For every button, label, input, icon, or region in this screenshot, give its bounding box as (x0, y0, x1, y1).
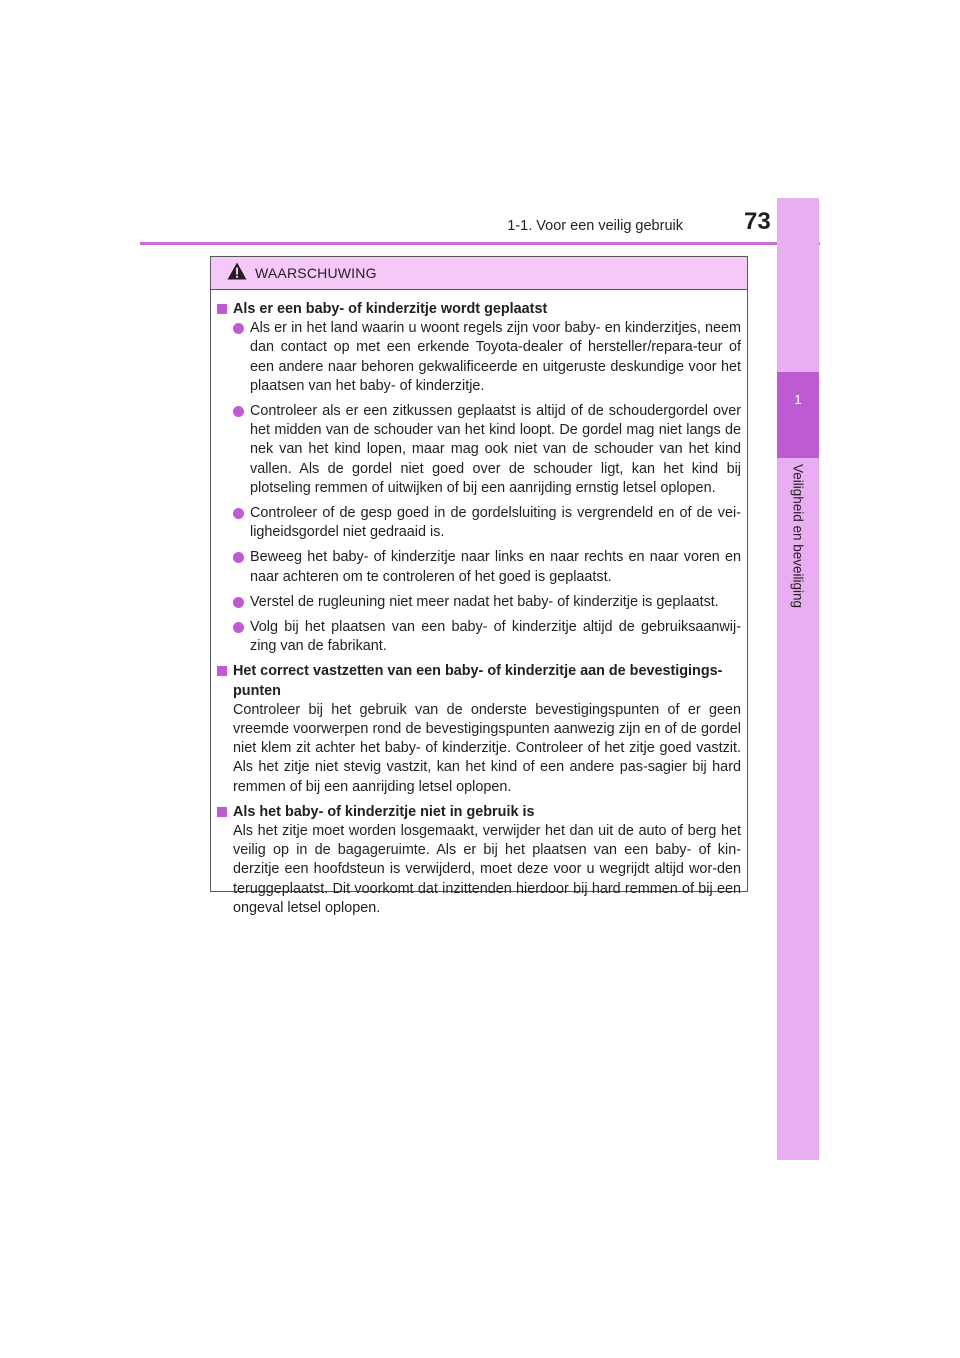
page-number: 73 (744, 208, 771, 235)
warning-title: WAARSCHUWING (255, 265, 377, 281)
round-bullet-icon (233, 406, 244, 417)
section-heading: Het correct vastzetten van een baby- of kinderzitje aan de bevestigings-punten (217, 662, 741, 700)
list-item: Volg bij het plaatsen van een baby- of kinderzitje altijd de gebruiksaanwij-zing van de fabrikant. (233, 618, 741, 656)
round-bullet-icon (233, 622, 244, 633)
section-text: Als het zitje moet worden losgemaakt, verwijder het dan uit de auto of berg het veilig op in de bagageruimte. Als er bij het plaatsen van een baby- of kin-derzitje een hoofdsteun is verwijderd, moet deze voor u wegrijdt altijd wor-den teruggeplaatst. Dit voorkomt dat inzittenden hierdoor bij hard remmen of bij een ongeval letsel oplopen. (233, 823, 741, 916)
square-bullet-icon (217, 666, 227, 676)
warning-header (211, 257, 747, 290)
round-bullet-icon (233, 597, 244, 608)
header-rule (140, 242, 820, 245)
list-item: Als er in het land waarin u woont regels zijn voor baby- en kinderzitjes, neem dan contact op met een erkende Toyota-dealer of hersteller/repara-teur of een andere naar behoren gekwalificeerde en uitgeruste deskundige voor het plaatsen van het baby- of kinderzitje. (233, 319, 741, 396)
section-not-in-use (217, 803, 741, 918)
round-bullet-icon (233, 508, 244, 519)
section-anchor-points (217, 662, 741, 796)
round-bullet-icon (233, 323, 244, 334)
list-item: Controleer als er een zitkussen geplaatst is altijd of de schoudergordel over het midden van de schouder van het kind loopt. De gordel mag niet langs de nek van het kind lopen, maar mag ook niet van de schouder van het kind vallen. Als de gordel niet goed over de schouder ligt, kan het kind bij plotseling remmen of uitwijken of bij een aanrijding ernstig letsel oplopen. (233, 402, 741, 498)
section-child-seat-installed (217, 300, 741, 656)
round-bullet-icon (233, 552, 244, 563)
list-item: Controleer of de gesp goed in de gordelsluiting is vergrendeld en of de vei-ligheidsgordel niet gedraaid is. (233, 504, 741, 542)
section-text: Controleer bij het gebruik van de onderste bevestigingspunten of er geen vreemde voorwerpen rond de bevestigingspunten aanwezig zijn en of de gordel niet klem zit achter het baby- of kinderzitje. Controleer of het zitje goed vastzit. Als het zitje niet stevig vastzit, kan het kind of een andere pas-sagier bij hard remmen of bij een aanrijding letsel oplopen. (233, 701, 741, 795)
warning-body (211, 290, 747, 918)
section-heading: Als er een baby- of kinderzitje wordt geplaatst (217, 300, 741, 319)
warning-box (210, 256, 748, 916)
chapter-number: 1 (777, 372, 819, 458)
chapter-label: Veiligheid en beveiliging (790, 463, 806, 609)
chapter-side-tab (777, 198, 819, 1160)
section-title: 1-1. Voor een veilig gebruik (507, 218, 683, 234)
list-item: Beweeg het baby- of kinderzitje naar links en naar rechts en naar voren en naar achteren om te controleren of het goed is geplaatst. (233, 548, 741, 586)
list-item: Verstel de rugleuning niet meer nadat het baby- of kinderzitje is geplaatst. (233, 593, 741, 612)
section-heading: Als het baby- of kinderzitje niet in gebruik is (217, 803, 741, 822)
square-bullet-icon (217, 304, 227, 314)
warning-triangle-icon (227, 262, 247, 285)
square-bullet-icon (217, 807, 227, 817)
